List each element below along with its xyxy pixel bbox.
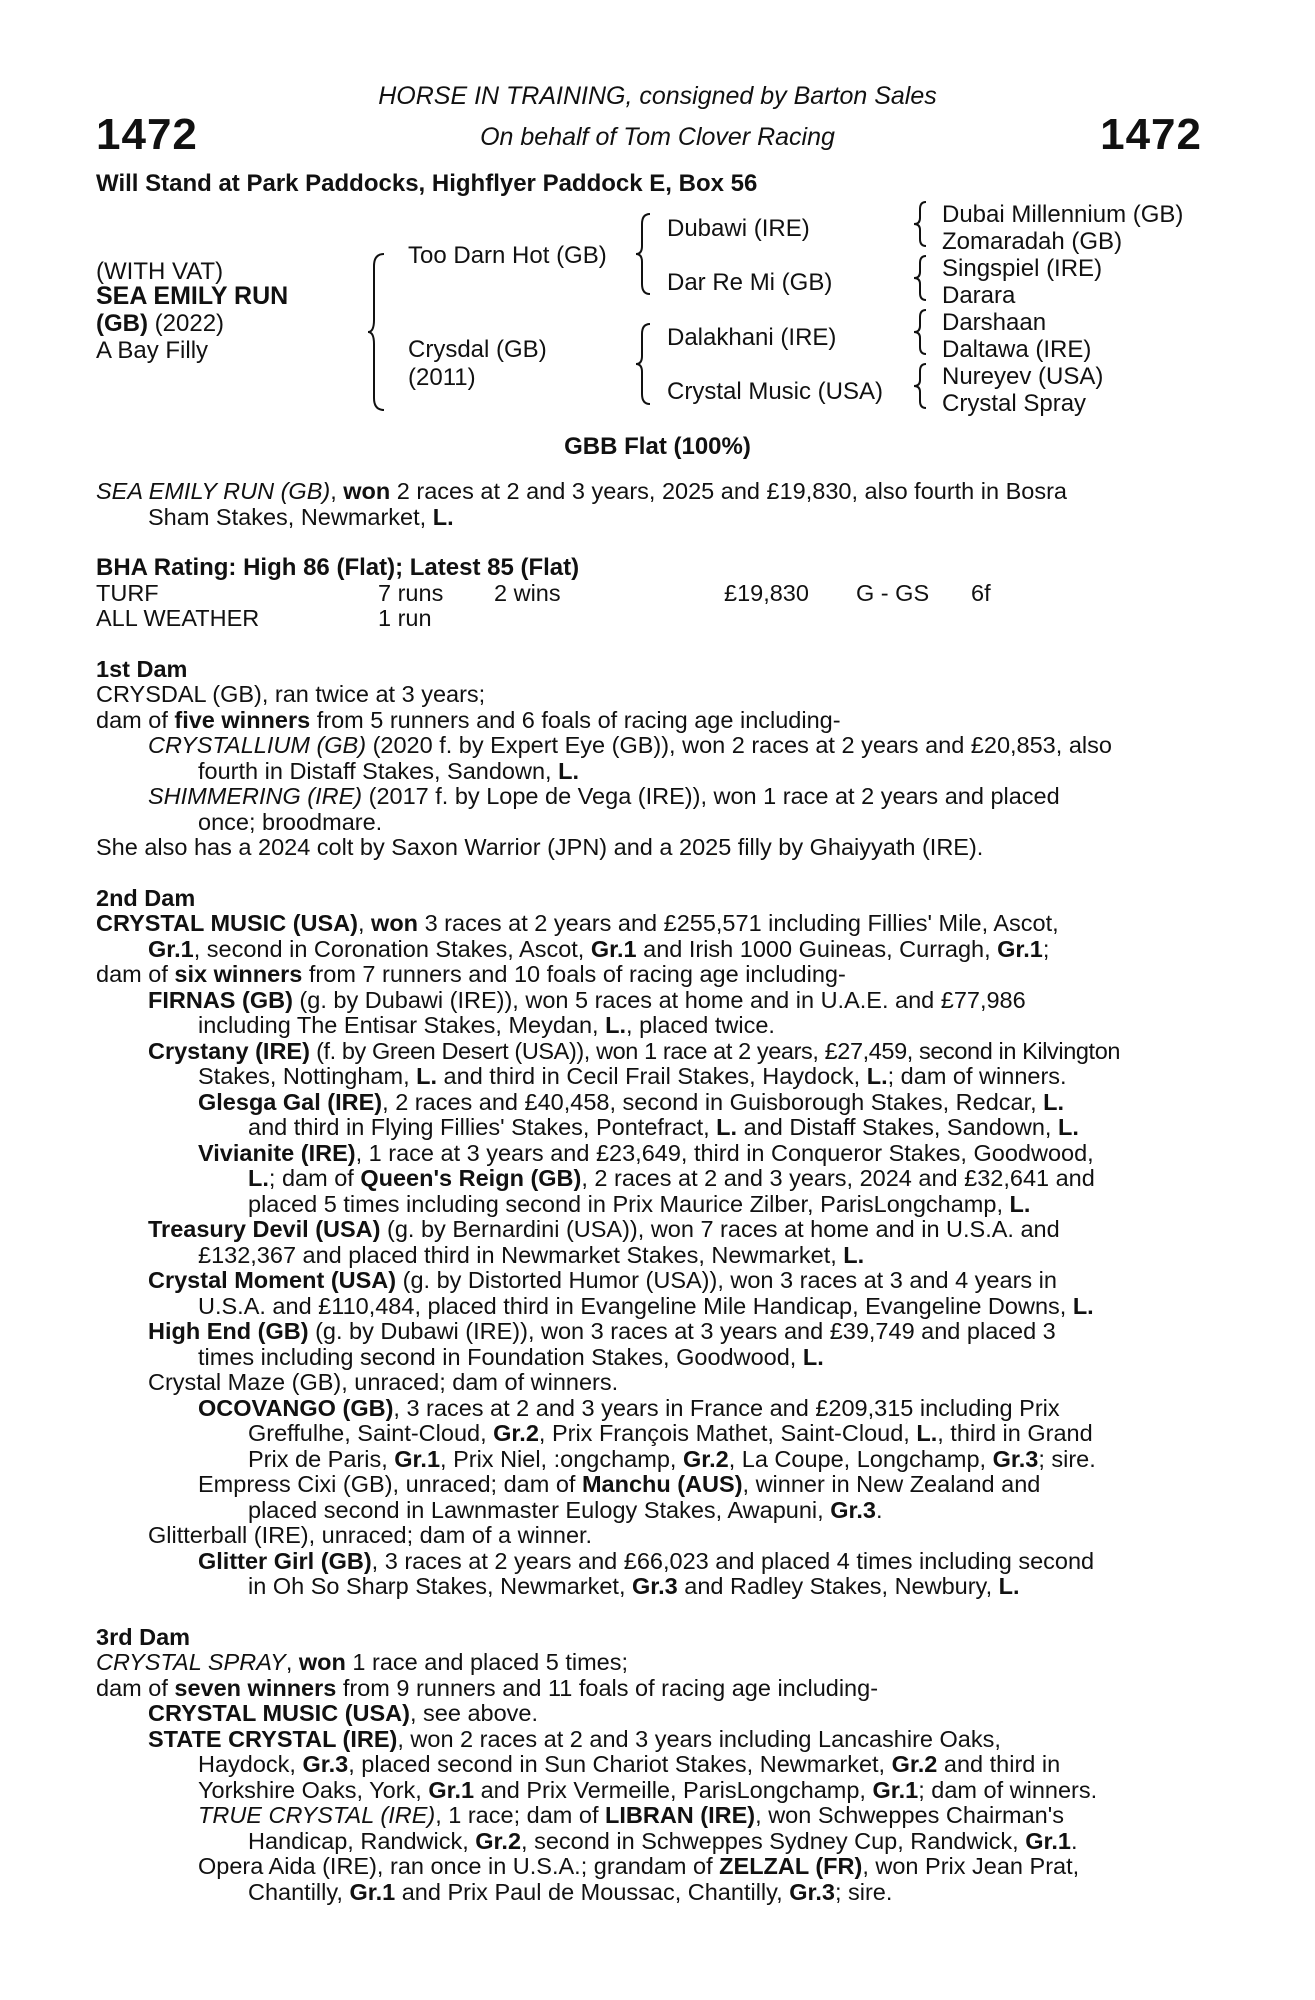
- t: and Radley Stakes, Newbury,: [677, 1573, 999, 1599]
- t: L.: [416, 1063, 438, 1089]
- t: (g. by Dubawi (IRE)), won 5 races at home and in U.A.E. and £77,986: [292, 986, 1026, 1013]
- glesga-1: [96, 1090, 1202, 1116]
- t: Gr.3: [789, 1878, 835, 1905]
- t: Gr.1: [997, 935, 1043, 962]
- t: , Prix Niel, :ongchamp,: [440, 1445, 683, 1472]
- pedigree-gen3-8: Crystal Spray: [942, 390, 1087, 417]
- t: £132,367 and placed third in Newmarket Stakes, Newmarket,: [198, 1241, 844, 1268]
- t: Crystal Moment (USA): [148, 1267, 397, 1293]
- vendor-line: On behalf of Tom Clover Racing: [480, 123, 835, 151]
- dam1-line-1: CRYSDAL (GB), ran twice at 3 years;: [96, 681, 486, 707]
- t: dam of: [96, 961, 175, 987]
- t: ZELZAL (FR): [719, 1853, 863, 1879]
- t: 3 races at 2 years and £255,571 including Fillies' Mile, Ascot,: [418, 910, 1059, 936]
- t: , 1 race; dam of: [435, 1802, 606, 1828]
- t: Haydock,: [198, 1751, 303, 1777]
- t: ; dam of: [268, 1165, 361, 1191]
- t: Empress Cixi (GB), unraced; dam of: [198, 1471, 582, 1497]
- pedigree-dam-dam: Crystal Music (USA): [667, 378, 884, 405]
- t: L.: [802, 1343, 824, 1370]
- pedigree-brace-sire: [636, 212, 652, 296]
- pedigree-gen3-2: Zomaradah (GB): [942, 228, 1123, 255]
- t: Gr.1: [148, 935, 194, 962]
- t: in Oh So Sharp Stakes, Newmarket,: [248, 1573, 632, 1599]
- t: Gr.3: [992, 1445, 1039, 1472]
- dam1-heading: 1st Dam: [96, 655, 188, 682]
- t: L.: [843, 1241, 865, 1268]
- pedigree-brace-main: [368, 252, 388, 412]
- dam3-heading: 3rd Dam: [96, 1623, 191, 1650]
- rating-going: G - GS: [856, 579, 930, 606]
- t: Gr.1: [1025, 1827, 1071, 1854]
- rating-wins: 2 wins: [494, 579, 561, 606]
- t: L.: [916, 1420, 938, 1446]
- t: Chantilly,: [248, 1878, 350, 1905]
- t: TRUE CRYSTAL (IRE): [198, 1802, 436, 1828]
- t: L.: [558, 757, 579, 784]
- dam3-cm: [96, 1701, 1202, 1727]
- t: Gr.1: [394, 1445, 441, 1472]
- t: from 7 runners and 10 foals of racing age including-: [302, 961, 846, 987]
- t: and third in Cecil Frail Stakes, Haydock,: [437, 1063, 867, 1089]
- t: L.: [1057, 1114, 1079, 1140]
- t: Prix de Paris,: [248, 1445, 395, 1472]
- t: five winners: [174, 706, 311, 733]
- vat-note: (WITH VAT): [96, 258, 224, 285]
- t: ; dam of winners.: [918, 1776, 1098, 1803]
- t: U.S.A. and £110,484, placed third in Evangeline Mile Handicap, Evangeline Downs,: [198, 1292, 1073, 1319]
- pedigree-sire: Too Darn Hot (GB): [408, 242, 607, 269]
- pedigree-gen3-5: Darshaan: [942, 309, 1047, 336]
- t: 1 race and placed 5 times;: [345, 1649, 629, 1675]
- t: placed 5 times including second in Prix Maurice Zilber, ParisLongchamp,: [248, 1190, 1010, 1217]
- t: (g. by Distorted Humor (USA)), won 3 races at 3 and 4 years in: [396, 1267, 1057, 1293]
- dam3-line-1: CRYSTAL SPRAY, won 1 race and placed 5 times;: [96, 1649, 629, 1675]
- t: Gr.2: [891, 1751, 938, 1777]
- rating-row-turf: [96, 581, 1202, 607]
- t: and third in: [937, 1751, 1061, 1777]
- summary-horse-name: SEA EMILY RUN (GB): [96, 478, 331, 504]
- dam2-line-1: CRYSTAL MUSIC (USA), won 3 races at 2 years and £255,571 including Fillies' Mile, Ascot,: [96, 910, 1059, 936]
- t: and Prix Paul de Moussac, Chantilly,: [395, 1878, 790, 1905]
- opera-1: [96, 1854, 1202, 1880]
- dam1-entry-1: [96, 733, 1202, 759]
- ocovango-3: [96, 1447, 1202, 1473]
- t: , second in Coronation Stakes, Ascot,: [193, 935, 591, 962]
- t: CRYSTAL MUSIC (USA): [148, 1700, 410, 1726]
- t: ; sire.: [834, 1878, 893, 1905]
- t: , won 2 races at 2 and 3 years including Lancashire Oaks,: [397, 1725, 1001, 1752]
- t: Gr.1: [349, 1878, 396, 1905]
- t: , 2 races and £40,458, second in Guisborough Stakes, Redcar,: [382, 1088, 1044, 1115]
- t: Greffulhe, Saint-Cloud,: [248, 1420, 494, 1446]
- t: (2017 f. by Lope de Vega (IRE)), won 1 race at 2 years and placed: [362, 783, 1060, 809]
- t: and Distaff Stakes, Sandown,: [737, 1114, 1058, 1140]
- summary-listed: L.: [432, 503, 454, 530]
- opera-2: [96, 1880, 1202, 1906]
- horse-origin: (GB): [96, 310, 148, 337]
- t: Gr.3: [302, 1751, 349, 1777]
- pedigree-gen3-6: Daltawa (IRE): [942, 336, 1092, 363]
- t: LIBRAN (IRE): [605, 1802, 756, 1828]
- t: L.: [998, 1573, 1020, 1599]
- dam1-entry-1b: [96, 759, 1202, 785]
- dam1-entry-2: [96, 784, 1202, 810]
- firnas-2: [96, 1013, 1202, 1039]
- state-2: [96, 1752, 1202, 1778]
- t: dam of: [96, 1674, 175, 1701]
- pedigree-brace-darremi: [914, 254, 928, 302]
- t: (g. by Dubawi (IRE)), won 3 races at 3 years and £39,749 and placed 3: [308, 1318, 1056, 1344]
- summary-line-2: [96, 505, 1202, 531]
- dam2-line-3: [96, 962, 1202, 988]
- t: SHIMMERING (IRE): [148, 783, 363, 809]
- consignment-line: HORSE IN TRAINING, consigned by Barton Sales: [378, 82, 937, 110]
- horse-origin-year: [96, 310, 224, 337]
- t: OCOVANGO (GB): [198, 1394, 394, 1421]
- treasury-2: [96, 1243, 1202, 1269]
- pedigree-dam: Crysdal (GB): [408, 336, 547, 363]
- crystany-2: [96, 1064, 1202, 1090]
- stand-location: Will Stand at Park Paddocks, Highflyer Paddock E, Box 56: [96, 170, 758, 197]
- firnas-1: [96, 988, 1202, 1014]
- state-1: [96, 1727, 1202, 1753]
- t: , 3 races at 2 years and £66,023 and placed 4 times including second: [371, 1547, 1095, 1574]
- t: including The Entisar Stakes, Meydan,: [198, 1012, 606, 1038]
- rating-runs: 7 runs: [378, 579, 444, 606]
- t: Gr.2: [493, 1420, 539, 1446]
- t: (f. by Green Desert (USA)), won 1 race at 2 years, £27,459, second in Kilvington: [309, 1037, 1121, 1064]
- t: L.: [716, 1114, 738, 1140]
- dam1-also: She also has a 2024 colt by Saxon Warrior (JPN) and a 2025 filly by Ghaiyyath (IRE).: [96, 834, 984, 860]
- t: FIRNAS (GB): [148, 986, 293, 1013]
- horse-description: A Bay Filly: [96, 337, 209, 364]
- t: Stakes, Nottingham,: [198, 1063, 417, 1089]
- true-1: [96, 1803, 1202, 1829]
- t: , see above.: [409, 1700, 539, 1726]
- rating-earnings: £19,830: [724, 579, 809, 606]
- t: ;: [1042, 935, 1050, 962]
- true-2: [96, 1829, 1202, 1855]
- t: , La Coupe, Longchamp,: [728, 1445, 993, 1472]
- t: , placed twice.: [626, 1012, 775, 1038]
- pedigree-brace-dubawi: [914, 200, 928, 248]
- ocovango-2: [96, 1421, 1202, 1447]
- t: won: [298, 1649, 346, 1675]
- t: six winners: [174, 961, 303, 987]
- t: Manchu (AUS): [581, 1471, 743, 1497]
- t: and third in Flying Fillies' Stakes, Pontefract,: [248, 1114, 717, 1140]
- t: Treasury Devil (USA): [148, 1216, 381, 1242]
- t: from 9 runners and 11 foals of racing age including-: [336, 1674, 879, 1701]
- t: STATE CRYSTAL (IRE): [148, 1725, 398, 1752]
- catalogue-body: [96, 479, 1202, 1905]
- summary-line-1: SEA EMILY RUN (GB), won 2 races at 2 and 3 years, 2025 and £19,830, also fourth in Bosra: [96, 478, 1067, 504]
- t: Opera Aida (IRE), ran once in U.S.A.; grandam of: [198, 1853, 720, 1879]
- rating-surface: TURF: [96, 579, 159, 606]
- t: , won Prix Jean Prat,: [862, 1853, 1080, 1879]
- t: L.: [1009, 1190, 1031, 1217]
- t: and Irish 1000 Guineas, Curragh,: [636, 935, 998, 962]
- cixi-2: [96, 1498, 1202, 1524]
- pedigree-gen3-7: Nureyev (USA): [942, 363, 1104, 390]
- dam3-line-2: [96, 1676, 1202, 1702]
- t: High End (GB): [148, 1318, 309, 1344]
- t: , second in Schweppes Sydney Cup, Randwick,: [521, 1827, 1026, 1854]
- t: Gr.2: [682, 1445, 729, 1472]
- pedigree-brace-dam: [636, 322, 652, 406]
- ocovango-1: [96, 1396, 1202, 1422]
- dam1-entry-2b: once; broodmare.: [198, 808, 383, 835]
- glittergirl-1: [96, 1549, 1202, 1575]
- t: (g. by Bernardini (USA)), won 7 races at home and in U.S.A. and: [380, 1216, 1060, 1242]
- t: CRYSTALLIUM (GB): [148, 732, 367, 758]
- dam1-line-2: [96, 708, 1202, 734]
- t: won: [371, 910, 419, 936]
- t: ; dam of winners.: [887, 1063, 1067, 1089]
- vivianite-3: [96, 1192, 1202, 1218]
- summary-text-2: Sham Stakes, Newmarket,: [148, 503, 433, 530]
- t: , 1 race at 3 years and £23,649, third in Conqueror Stakes, Goodwood,: [355, 1139, 1094, 1166]
- t: Glitter Girl (GB): [198, 1547, 372, 1574]
- t: Gr.3: [632, 1573, 678, 1599]
- t: Queen's Reign (GB): [360, 1165, 582, 1191]
- t: Gr.3: [830, 1496, 876, 1523]
- t: Vivianite (IRE): [198, 1139, 356, 1166]
- summary-won: won: [343, 478, 391, 504]
- rating-surface: ALL WEATHER: [96, 605, 260, 631]
- rating-runs: 1 run: [378, 605, 432, 631]
- t: L.: [866, 1063, 888, 1089]
- dam2-heading: 2nd Dam: [96, 884, 196, 911]
- pedigree-gen3-1: Dubai Millennium (GB): [942, 201, 1184, 228]
- t: , winner in New Zealand and: [742, 1471, 1041, 1497]
- maze: Crystal Maze (GB), unraced; dam of winners.: [148, 1369, 619, 1395]
- t: , Prix François Mathet, Saint-Cloud,: [538, 1420, 917, 1446]
- t: Handicap, Randwick,: [248, 1827, 476, 1854]
- t: ; sire.: [1038, 1445, 1096, 1472]
- glesga-2: [96, 1115, 1202, 1141]
- moment-2: [96, 1294, 1202, 1320]
- t: , won Schweppes Chairman's: [755, 1802, 1064, 1828]
- t: from 5 runners and 6 foals of racing age including-: [310, 706, 841, 733]
- t: , 3 races at 2 and 3 years in France and £209,315 including Prix: [393, 1394, 1060, 1421]
- highend-2: [96, 1345, 1202, 1371]
- t: Gr.1: [590, 935, 637, 962]
- dam2-line-2: [96, 937, 1202, 963]
- pedigree-dam-sire: Dalakhani (IRE): [667, 324, 837, 351]
- moment-1: [96, 1268, 1202, 1294]
- horse-year: (2022): [147, 310, 225, 337]
- t: .: [1070, 1827, 1078, 1854]
- cixi-1: [96, 1472, 1202, 1498]
- vivianite-2: [96, 1166, 1202, 1192]
- t: (2020 f. by Expert Eye (GB)), won 2 races at 2 years and £20,853, also: [366, 732, 1112, 758]
- lot-number-left: 1472: [96, 110, 198, 159]
- bha-rating-heading: BHA Rating: High 86 (Flat); Latest 85 (Flat): [96, 554, 580, 581]
- t: CRYSTAL SPRAY: [96, 1649, 286, 1675]
- t: Glesga Gal (IRE): [198, 1088, 383, 1115]
- t: , third in Grand: [937, 1420, 1093, 1446]
- t: Gr.1: [872, 1776, 919, 1803]
- t: , 2 races at 2 and 3 years, 2024 and £32,641 and: [581, 1165, 1095, 1191]
- pedigree-dam-year: (2011): [408, 364, 476, 391]
- t: L.: [1072, 1292, 1094, 1319]
- glittergirl-2: [96, 1574, 1202, 1600]
- pedigree-sire-sire: Dubawi (IRE): [667, 215, 810, 242]
- t: Yorkshire Oaks, York,: [198, 1776, 429, 1803]
- t: times including second in Foundation Stakes, Goodwood,: [198, 1343, 803, 1370]
- glitterball: Glitterball (IRE), unraced; dam of a winner.: [148, 1522, 593, 1548]
- vivianite-1: [96, 1141, 1202, 1167]
- t: Gr.1: [428, 1776, 475, 1803]
- t: dam of: [96, 706, 175, 733]
- t: L.: [248, 1165, 269, 1191]
- t: CRYSTAL MUSIC (USA): [96, 910, 358, 936]
- lot-number-right: 1472: [1100, 110, 1202, 159]
- t: seven winners: [174, 1674, 337, 1701]
- pedigree-sire-dam: Dar Re Mi (GB): [667, 269, 833, 296]
- t: L.: [1043, 1088, 1065, 1115]
- t: placed second in Lawnmaster Eulogy Stakes, Awapuni,: [248, 1496, 831, 1523]
- rating-row-aw: [96, 606, 1202, 632]
- t: L.: [605, 1012, 627, 1038]
- rating-distance: 6f: [971, 579, 991, 606]
- t: and Prix Vermeille, ParisLongchamp,: [474, 1776, 873, 1803]
- horse-name: SEA EMILY RUN: [96, 282, 289, 310]
- t: , placed second in Sun Chariot Stakes, Newmarket,: [348, 1751, 892, 1777]
- t: fourth in Distaff Stakes, Sandown,: [198, 757, 559, 784]
- crystany-1: [96, 1039, 1202, 1065]
- pedigree-gen3-3: Singspiel (IRE): [942, 255, 1103, 282]
- gbb-rating: GBB Flat (100%): [564, 433, 751, 460]
- state-3: [96, 1778, 1202, 1804]
- t: Crystany (IRE): [148, 1037, 310, 1064]
- t: .: [875, 1496, 883, 1523]
- highend-1: [96, 1319, 1202, 1345]
- pedigree-brace-crystalmusic: [914, 362, 928, 410]
- summary-text-1: 2 races at 2 and 3 years, 2025 and £19,830, also fourth in Bosra: [390, 478, 1067, 504]
- t: Gr.2: [475, 1827, 522, 1854]
- pedigree-brace-dalakhani: [914, 308, 928, 356]
- pedigree-gen3-4: Darara: [942, 282, 1016, 309]
- treasury-1: [96, 1217, 1202, 1243]
